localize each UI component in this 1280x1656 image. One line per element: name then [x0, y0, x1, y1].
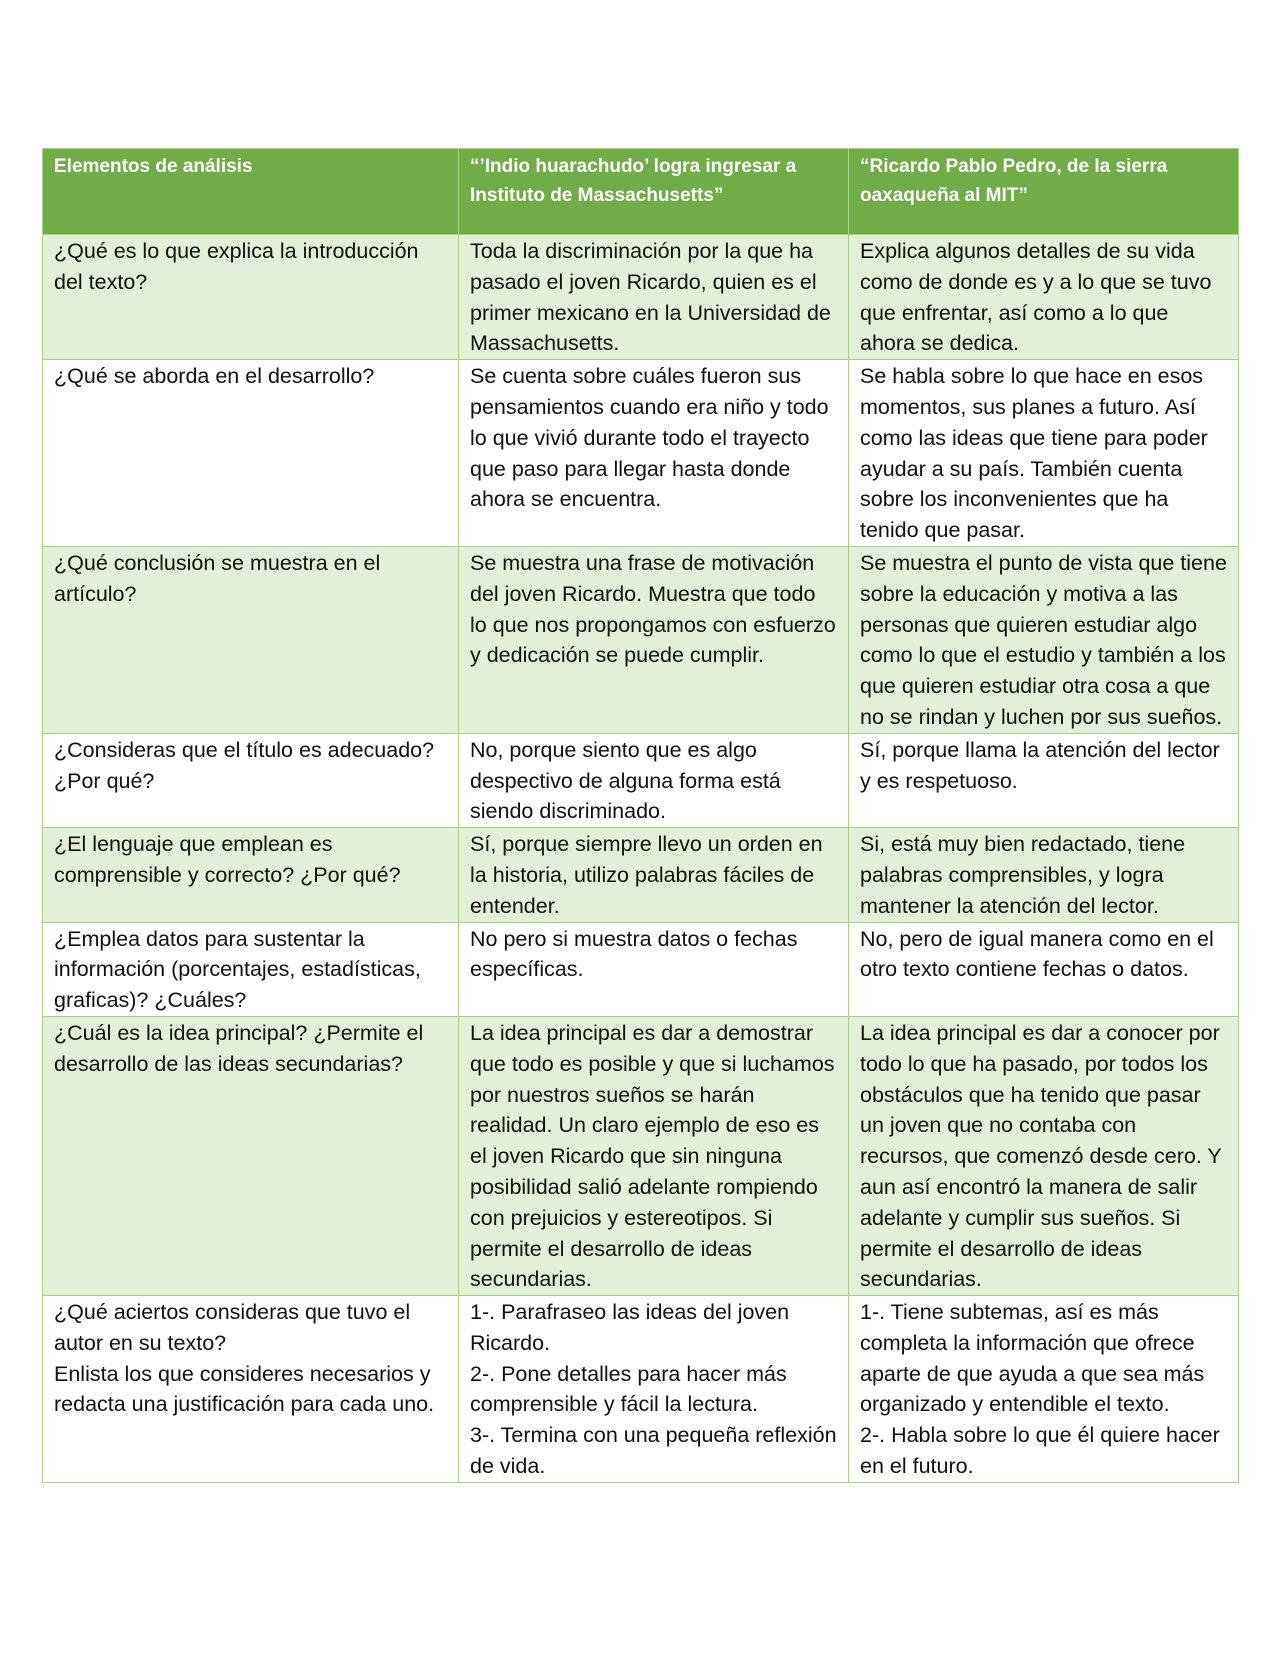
table-row — [43, 235, 1239, 360]
header-analysis-elements: Elementos de análisis — [43, 149, 459, 235]
answer-cell-article-1: Sí, porque siempre llevo un orden en la historia, utilizo palabras fáciles de entender. — [459, 828, 849, 922]
answer-cell-article-2: Se habla sobre lo que hace en esos momentos, sus planes a futuro. Así como las ideas que tiene para poder ayudar a su país. También cuenta sobre los inconvenientes que ha tenido que pasar. — [849, 360, 1239, 547]
question-cell: ¿El lenguaje que emplean es comprensible y correcto? ¿Por qué? — [43, 828, 459, 922]
answer-cell-article-2 — [849, 1296, 1239, 1483]
question-cell: ¿Qué es lo que explica la introducción del texto? — [43, 235, 459, 360]
list-item: 2-. Pone detalles para hacer más comprensible y fácil la lectura. — [470, 1361, 787, 1417]
table-row — [43, 1016, 1239, 1295]
answer-cell-article-1: Toda la discriminación por la que ha pasado el joven Ricardo, quien es el primer mexicano en la Universidad de Massachusetts. — [459, 235, 849, 360]
list-item: 2-. Habla sobre lo que él quiere hacer en el futuro. — [860, 1423, 1220, 1479]
question-line: ¿Qué aciertos consideras que tuvo el autor en su texto? — [54, 1300, 411, 1355]
answer-cell-article-1: La idea principal es dar a demostrar que todo es posible y que si luchamos por nuestros sueños se harán realidad. Un claro ejemplo de eso es el joven Ricardo que sin ninguna posibilidad salió adelante rompiendo con prejuicios y estereotipos. Si permite el desarrollo de ideas secundarias. — [459, 1016, 849, 1295]
table-header-row — [43, 149, 1239, 235]
question-cell: ¿Emplea datos para sustentar la información (porcentajes, estadísticas, graficas)? ¿Cuáles? — [43, 922, 459, 1016]
list-item: 3-. Termina con una pequeña reflexión de vida. — [470, 1423, 837, 1479]
answer-cell-article-2: Si, está muy bien redactado, tiene palabras comprensibles, y logra mantener la atención del lector. — [849, 828, 1239, 922]
list-item: 1-. Parafraseo las ideas del joven Ricardo. — [470, 1300, 790, 1355]
answer-cell-article-1: Se muestra una frase de motivación del joven Ricardo. Muestra que todo lo que nos propongamos con esfuerzo y dedicación se puede cumplir. — [459, 546, 849, 733]
list-item: 1-. Tiene subtemas, así es más completa la información que ofrece aparte de que ayuda a que sea más organizado y entendible el texto. — [860, 1300, 1205, 1417]
question-cell: ¿Qué se aborda en el desarrollo? — [43, 360, 459, 547]
question-cell — [43, 1296, 459, 1483]
answer-cell-article-1: Se cuenta sobre cuáles fueron sus pensamientos cuando era niño y todo lo que vivió durante todo el trayecto que paso para llegar hasta donde ahora se encuentra. — [459, 360, 849, 547]
answer-cell-article-1: No pero si muestra datos o fechas específicas. — [459, 922, 849, 1016]
answer-cell-article-1 — [459, 1296, 849, 1483]
answer-cell-article-2: Sí, porque llama la atención del lector y es respetuoso. — [849, 733, 1239, 827]
answer-cell-article-2: Se muestra el punto de vista que tiene sobre la educación y motiva a las personas que quieren estudiar algo como lo que el estudio y también a los que quieren estudiar otra cosa a que no se rindan y luchen por sus sueños. — [849, 546, 1239, 733]
answer-cell-article-2: La idea principal es dar a conocer por todo lo que ha pasado, por todos los obstáculos que ha tenido que pasar un joven que no contaba con recursos, que comenzó desde cero. Y aun así encontró la manera de salir adelante y cumplir sus sueños. Si permite el desarrollo de ideas secundarias. — [849, 1016, 1239, 1295]
table-row — [43, 1296, 1239, 1483]
answer-cell-article-2: No, pero de igual manera como en el otro texto contiene fechas o datos. — [849, 922, 1239, 1016]
table-row — [43, 828, 1239, 922]
question-cell: ¿Qué conclusión se muestra en el artículo? — [43, 546, 459, 733]
table-row — [43, 360, 1239, 547]
analysis-table — [42, 148, 1239, 1483]
answer-cell-article-2: Explica algunos detalles de su vida como de donde es y a lo que se tuvo que enfrentar, así como a lo que ahora se dedica. — [849, 235, 1239, 360]
question-line: Enlista los que consideres necesarios y redacta una justificación para cada uno. — [54, 1361, 435, 1417]
header-article-2: “Ricardo Pablo Pedro, de la sierra oaxaqueña al MIT” — [849, 149, 1239, 235]
table-row — [43, 546, 1239, 733]
question-cell: ¿Cuál es la idea principal? ¿Permite el desarrollo de las ideas secundarias? — [43, 1016, 459, 1295]
question-cell: ¿Consideras que el título es adecuado? ¿Por qué? — [43, 733, 459, 827]
table-row — [43, 922, 1239, 1016]
table-row — [43, 733, 1239, 827]
header-article-1: “’Indio huarachudo’ logra ingresar a Instituto de Massachusetts” — [459, 149, 849, 235]
answer-cell-article-1: No, porque siento que es algo despectivo de alguna forma está siendo discriminado. — [459, 733, 849, 827]
document-page — [42, 148, 1238, 1483]
